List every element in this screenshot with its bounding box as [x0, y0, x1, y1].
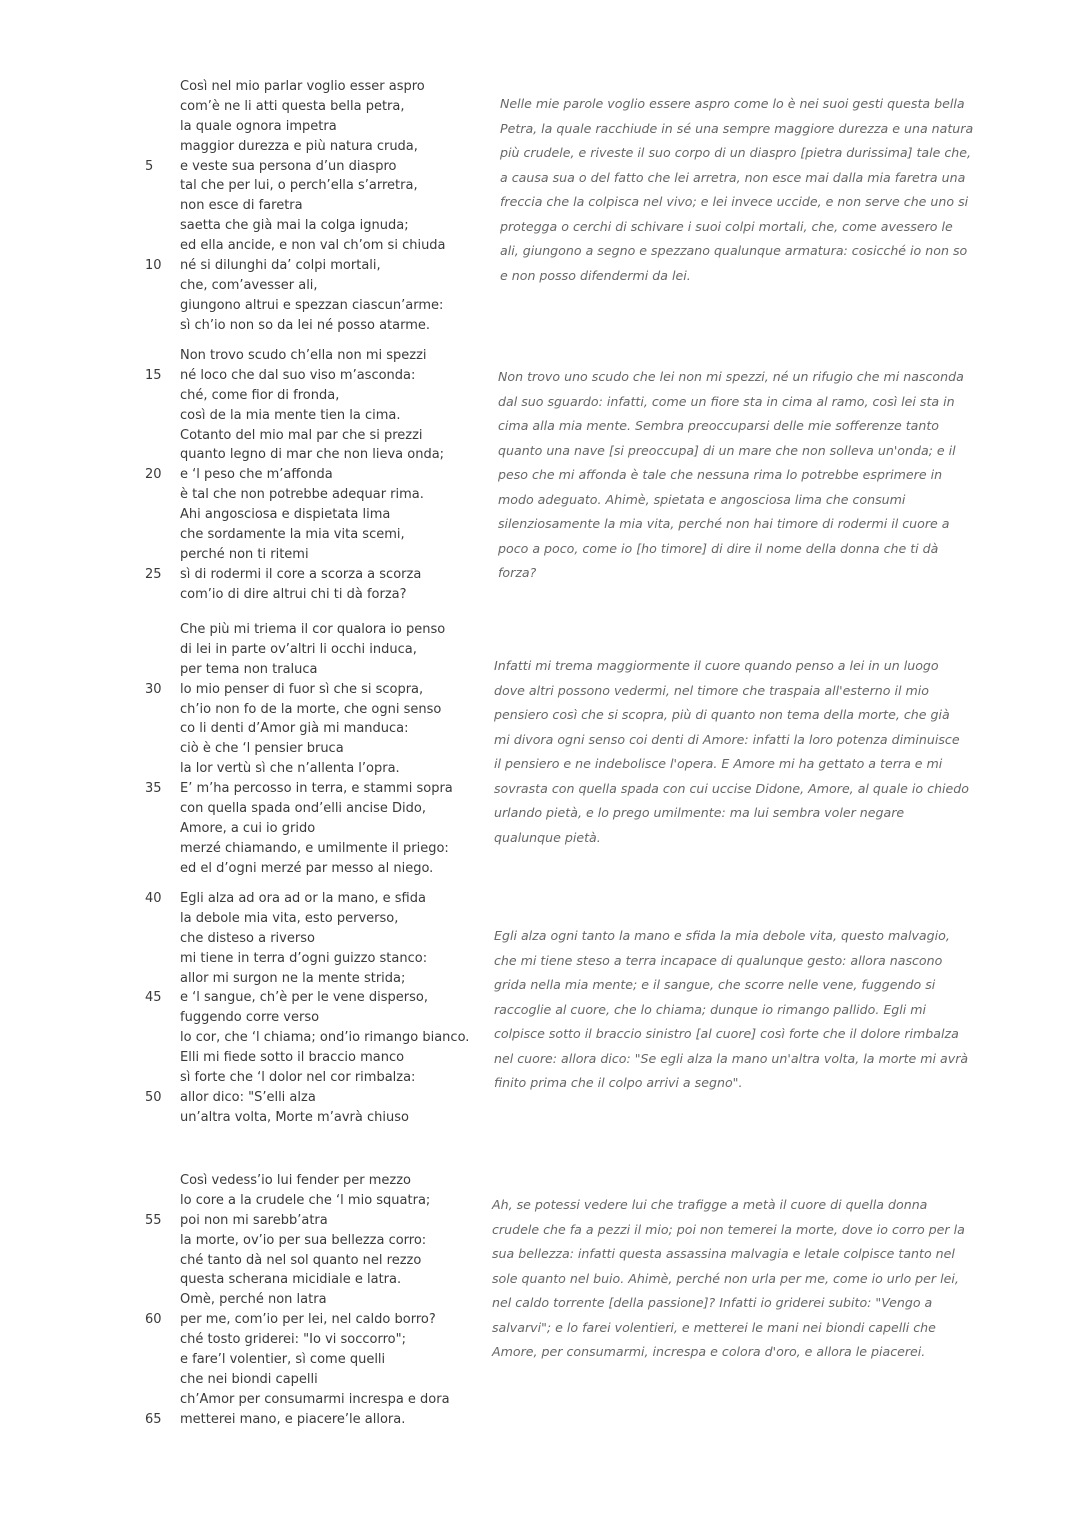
verse-text: Egli alza ad ora ad or la mano, e sfida: [180, 891, 426, 906]
verse-text: quanto legno di mar che non lieva onda;: [180, 447, 445, 463]
verse-line: [140, 1008, 500, 1028]
verse-line: [140, 759, 500, 779]
verse-line: [140, 296, 500, 316]
verse-text: né loco che dal suo viso m’asconda:: [180, 367, 416, 383]
verse-text: ché, come fior di fronda,: [180, 387, 340, 403]
verse-text: un’altra volta, Morte m’avrà chiuso: [180, 1109, 409, 1125]
verse-line: [140, 406, 500, 426]
verse-line: [140, 1430, 500, 1450]
verse-text: Ahi angosciosa e dispietata lima: [180, 507, 391, 523]
verse-text: e ‘l sangue, ch’è per le vene disperso,: [180, 990, 429, 1006]
verse-text: ch’io non fo de la morte, che ogni senso: [180, 701, 442, 717]
verse-text: giungono altrui e spezzan ciascun’arme:: [180, 297, 444, 313]
verse-line: [140, 889, 500, 909]
verse-text: questa scherana micidiale e latra.: [180, 1272, 402, 1288]
verse-line: [140, 909, 500, 929]
verse-line: [140, 660, 500, 680]
verse-line: [140, 1251, 500, 1271]
verse-text: co li denti d’Amor già mi manduca:: [180, 721, 409, 737]
verse-text: com’è ne li atti questa bella petra,: [180, 98, 405, 114]
verse-line: [140, 1191, 500, 1211]
verse-text: che disteso a riverso: [180, 930, 315, 946]
verse-text: con quella spada ond’elli ancise Dido,: [180, 801, 426, 817]
verse-text: che nei biondi capelli: [180, 1371, 318, 1387]
verse-text: fuggendo corre verso: [180, 1010, 320, 1026]
verse-text: ed ella ancide, e non val ch’om si chiuda: [180, 238, 446, 254]
verse-text: è tal che non potrebbe adequar rima.: [180, 487, 424, 503]
verse-text: Che più mi triema il cor qualora io penso: [180, 622, 446, 637]
verse-line: [140, 839, 500, 859]
verse-text: la lor vertù sì che n’allenta l’opra.: [180, 761, 400, 777]
line-number: 40: [145, 891, 162, 906]
line-number: 55: [145, 1212, 162, 1228]
verse-line: [140, 799, 500, 819]
verse-line: [140, 276, 500, 296]
verse-text: metterei mano, e piacere’le allora.: [180, 1411, 406, 1427]
line-number: 20: [145, 467, 162, 483]
verse-text: per me, com’io per lei, nel caldo borro?: [180, 1312, 436, 1328]
line-number: 15: [145, 367, 162, 383]
verse-text: Così vedess’io lui fender per mezzo: [180, 1173, 411, 1188]
verse-text: e ‘l peso che m’affonda: [180, 467, 333, 483]
verse-line: [140, 719, 500, 739]
verse-text: e fare’l volentier, sì come quelli: [180, 1352, 386, 1368]
verse-line: [140, 1211, 500, 1231]
verse-line: [140, 176, 500, 196]
verse-text: la morte, ov’io per sua bellezza corro:: [180, 1232, 427, 1248]
verse-line: [140, 1068, 500, 1088]
verse-line: [140, 366, 500, 386]
line-number: 25: [145, 566, 162, 582]
verse-text: per tema non traluca: [180, 661, 318, 677]
verse-text: com’io di dire altrui chi ti dà forza?: [180, 586, 407, 602]
verse-text: E’ m’ha percosso in terra, e stammi sopra: [180, 781, 453, 797]
verse-line: [140, 929, 500, 949]
verse-text: saetta che già mai la colga ignuda;: [180, 218, 409, 234]
verse-line: [140, 1108, 500, 1128]
verse-line: [140, 1390, 500, 1410]
verse-line: [140, 1231, 500, 1251]
verse-text: merzé chiamando, e umilmente il priego:: [180, 840, 449, 856]
verse-text: ed el d’ogni merzé par messo al niego.: [180, 860, 434, 876]
line-number: 65: [145, 1411, 162, 1427]
verse-text: maggior durezza e più natura cruda,: [180, 138, 418, 154]
paraphrase-text: Ah, se potessi vedere lui che trafigge a metà il cuore di quella donna crudele che fa a pezzi il mio; poi non temerei la morte, dove io corro per la sua bellezza: infatti questa assassina malvagia e letale colpisce tanto nel sole quanto nel buio. Ahimè, perché non urla per me, come io urlo per lei, nel caldo torrente [della passione]? Infatti io griderei subito: "Vengo a salvarvi"; e lo farei volentieri, e metterei le mani nei biondi capelli che Amore, per consumarmi, increspa e colora d'oro, e allora le piacerei.: [492, 1197, 965, 1359]
verse-text: Così nel mio parlar voglio esser aspro: [180, 79, 425, 94]
verse-line: [140, 256, 500, 276]
verse-line: [140, 1449, 500, 1469]
verse-line: [140, 525, 500, 545]
verse-line: [140, 988, 500, 1008]
verse-text: che, com’avesser ali,: [180, 277, 318, 293]
verse-line: [140, 545, 500, 565]
verse-line: [140, 485, 500, 505]
verse-text: allor dico: "S’elli alza: [180, 1089, 316, 1105]
verse-text: né si dilunghi da’ colpi mortali,: [180, 258, 381, 274]
line-number: 60: [145, 1312, 162, 1328]
verse-text: sì ch’io non so da lei né posso atarme.: [180, 317, 431, 333]
verse-text: Cotanto del mio mal par che si prezzi: [180, 427, 423, 443]
poem-stanza: [140, 1171, 500, 1469]
verse-line: [140, 1028, 500, 1048]
verse-text: tal che per lui, o perch’ella s’arretra,: [180, 178, 418, 194]
verse-line: [140, 779, 500, 799]
verse-text: poi non mi sarebb’atra: [180, 1212, 328, 1228]
verse-line: [140, 1290, 500, 1310]
verse-line: [140, 1270, 500, 1290]
verse-line: [140, 819, 500, 839]
verse-text: lo core a la crudele che ‘l mio squatra;: [180, 1192, 431, 1208]
line-number: 10: [145, 258, 162, 274]
verse-line: [140, 216, 500, 236]
verse-line: [140, 505, 500, 525]
verse-line: [140, 386, 500, 406]
paraphrase-text: Non trovo uno scudo che lei non mi spezzi, né un rifugio che mi nasconda dal suo sguardo: infatti, come un fiore sta in cima al ramo, così lei sta in cima alla mia mente. Sembra preoccuparsi delle mie sofferenze tanto quanto una nave [si preoccupa] di un mare che non solleva un'onda; e il peso che mi affonda è tale che nessuna rima lo potrebbe esprimere in modo adeguato. Ahimè, spietata e angosciosa lima che consumi silenziosamente la mia vita, perché non hai timore di rodermi il cuore a poco a poco, come io [ho timore] di dire il nome della donna che ti dà forza?: [498, 369, 964, 580]
verse-line: [140, 739, 500, 759]
verse-line: [140, 1330, 500, 1350]
verse-line: [140, 1370, 500, 1390]
verse-text: la debole mia vita, esto perverso,: [180, 910, 399, 926]
line-number: 35: [145, 781, 162, 797]
verse-text: Non trovo scudo ch’ella non mi spezzi: [180, 348, 427, 363]
verse-text: la quale ognora impetra: [180, 118, 337, 134]
verse-line: [140, 680, 500, 700]
verse-line: [140, 1171, 500, 1191]
verse-line: [140, 640, 500, 660]
poem-stanza: [140, 77, 500, 336]
verse-line: [140, 1048, 500, 1068]
verse-line: [140, 316, 500, 336]
verse-line: [140, 97, 500, 117]
verse-line: [140, 1088, 500, 1108]
paraphrase-text: Egli alza ogni tanto la mano e sfida la mia debole vita, questo malvagio, che mi tiene steso a terra incapace di qualunque gesto: allora nascono grida nella mia mente; e il sangue, che scorre nelle vene, fuggendo si raccoglie al cuore, che lo chiama; dunque io rimango pallido. Egli mi colpisce sotto il braccio sinistro [al cuore] così forte che il dolore rimbalza nel cuore: allora dico: "Se egli alza la mano un'altra volta, la morte mi avrà finito prima che il colpo arrivi a segno".: [494, 928, 969, 1090]
verse-text: sì di rodermi il core a scorza a scorza: [180, 566, 422, 582]
verse-line: [140, 1350, 500, 1370]
verse-text: perché non ti ritemi: [180, 546, 309, 562]
verse-line: [140, 426, 500, 446]
verse-line: [140, 949, 500, 969]
verse-line: [140, 117, 500, 137]
line-number: 5: [145, 158, 154, 174]
verse-text: ciò è che ‘l pensier bruca: [180, 741, 344, 757]
paraphrase-text: Infatti mi trema maggiormente il cuore quando penso a lei in un luogo dove altri possono vedermi, nel timore che traspaia all'esterno il mio pensiero così che si scopra, più di quanto non tema della morte, che già mi divora ogni senso coi denti di Amore: infatti la loro potenza diminuisce il pensiero e ne indebolisce l'opera. E Amore mi ha gettato a terra e mi sovrasta con quella spada con cui uccise Didone, Amore, al quale io chiedo urlando pietà, e lo prego umilmente: ma lui sembra voler negare qualunque pietà.: [494, 658, 969, 845]
verse-text: Omè, perché non latra: [180, 1292, 327, 1308]
verse-line: [140, 236, 500, 256]
verse-text: ché tanto dà nel sol quanto nel rezzo: [180, 1252, 422, 1268]
verse-line: [140, 1410, 500, 1430]
verse-line: [140, 137, 500, 157]
poem-stanza: [140, 346, 500, 605]
paraphrase-text: Nelle mie parole voglio essere aspro come lo è nei suoi gesti questa bella Petra, la quale racchiude in sé una sempre maggiore durezza e una natura più crudele, e riveste il suo corpo di un diaspro [pietra durissima] tale che, a causa sua o del fatto che lei arretra, non esce mai dalla mia faretra una freccia che la colpisca nel vivo; e lei invece uccide, e non serve che uno si protegga o cerchi di schivare i suoi colpi mortali, che, come avessero le ali, giungono a segno e spezzano qualunque armatura: cosicché io non so e non posso difendermi da lei.: [500, 96, 974, 283]
verse-text: non esce di faretra: [180, 198, 303, 214]
verse-line: [140, 196, 500, 216]
line-number: 50: [145, 1089, 162, 1105]
poem-stanza: [140, 889, 500, 1128]
verse-line: [140, 620, 500, 640]
verse-text: e veste sua persona d’un diaspro: [180, 158, 397, 174]
verse-line: [140, 969, 500, 989]
verse-line: [140, 346, 500, 366]
verse-line: [140, 565, 500, 585]
verse-text: così de la mia mente tien la cima.: [180, 407, 401, 423]
verse-text: che sordamente la mia vita scemi,: [180, 527, 405, 543]
line-number: 45: [145, 990, 162, 1006]
verse-text: ché tosto griderei: "Io vi soccorro";: [180, 1332, 406, 1348]
verse-line: [140, 700, 500, 720]
verse-text: sì forte che ‘l dolor nel cor rimbalza:: [180, 1070, 416, 1086]
poem-stanza: [140, 620, 500, 879]
verse-text: Amore, a cui io grido: [180, 820, 316, 836]
verse-line: [140, 465, 500, 485]
verse-text: ch’Amor per consumarmi increspa e dora: [180, 1391, 450, 1407]
verse-line: [140, 445, 500, 465]
verse-line: [140, 1310, 500, 1330]
verse-text: allor mi surgon ne la mente strida;: [180, 970, 406, 986]
verse-line: [140, 77, 500, 97]
verse-line: [140, 585, 500, 605]
verse-line: [140, 157, 500, 177]
verse-text: lo cor, che ‘l chiama; ond’io rimango bianco.: [180, 1030, 470, 1046]
verse-line: [140, 859, 500, 879]
verse-text: di lei in parte ov’altri li occhi induca,: [180, 641, 417, 657]
verse-text: Elli mi fiede sotto il braccio manco: [180, 1050, 405, 1066]
verse-text: mi tiene in terra d’ogni guizzo stanco:: [180, 950, 428, 966]
verse-text: lo mio penser di fuor sì che si scopra,: [180, 681, 424, 697]
line-number: 30: [145, 681, 162, 697]
